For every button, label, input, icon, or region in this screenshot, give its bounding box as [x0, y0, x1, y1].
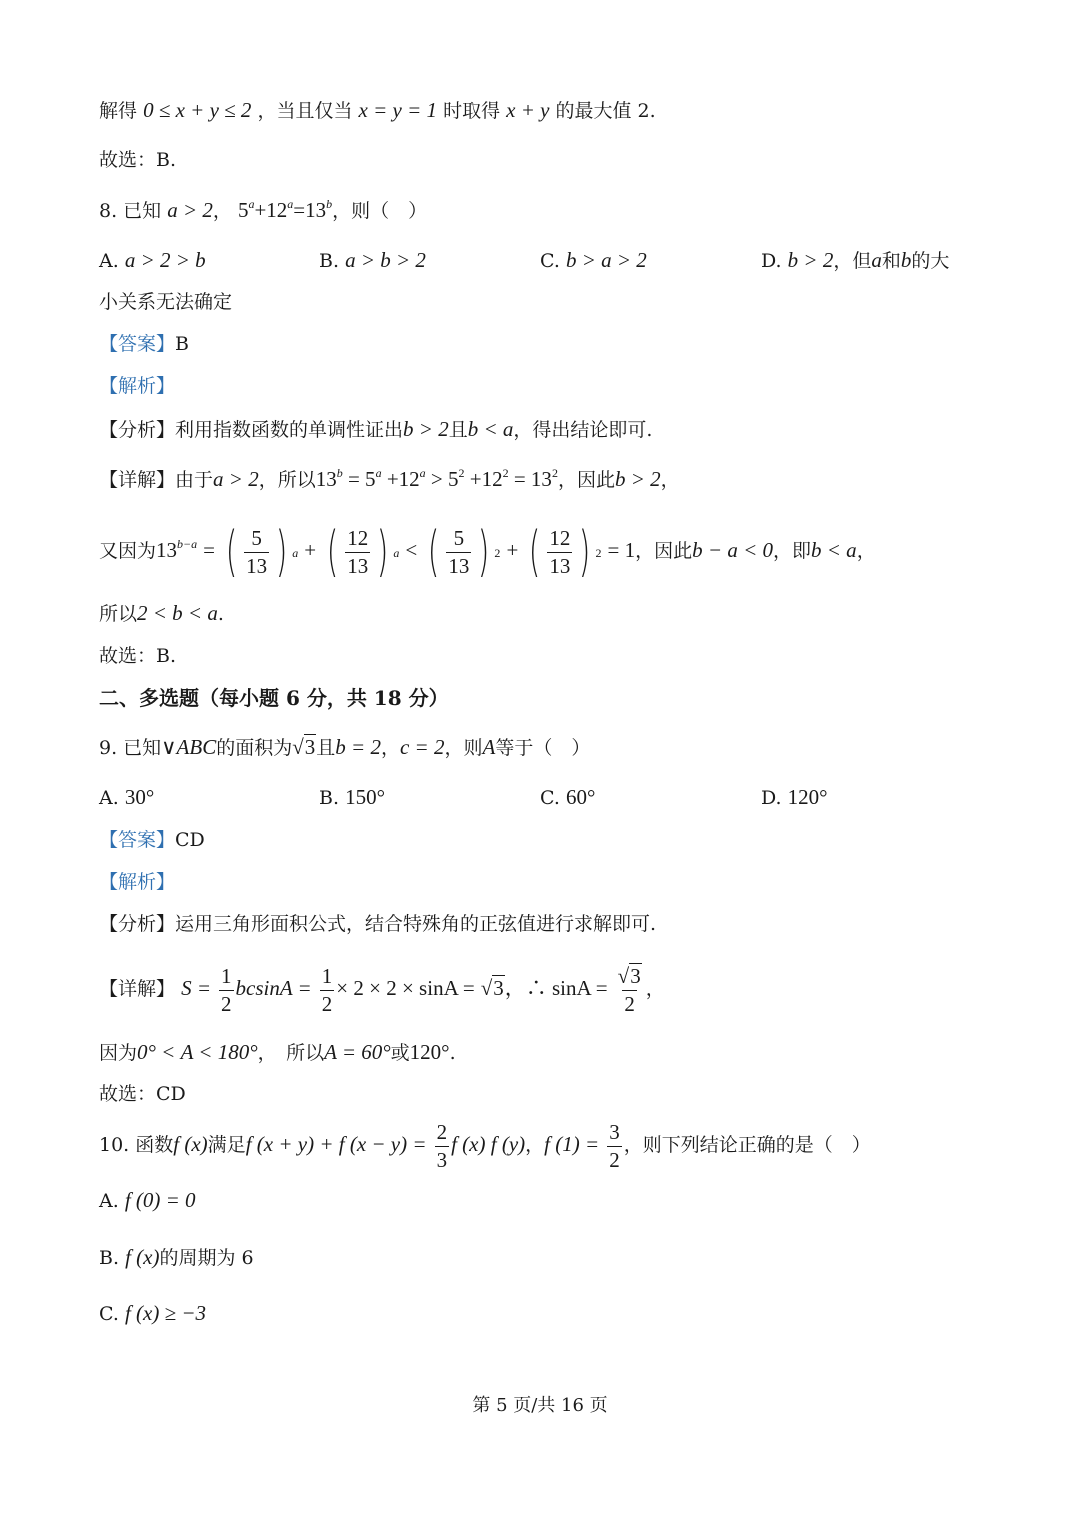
q9-option-b: B. 150°: [319, 785, 385, 809]
line-result: 解得 0 ≤ x + y ≤ 2 ，当且仅当 x = y = 1 时取得 x + y 的最大值 2.: [99, 98, 656, 122]
q9-jiexi-tag: 【解析】: [99, 871, 176, 893]
q10-option-b: B. f (x)的周期为 6: [99, 1245, 254, 1269]
page-footer: 第 5 页/共 16 页: [472, 1395, 608, 1416]
q8-answer: 【答案】B: [99, 333, 189, 355]
q8-detail-3: 所以2 < b < a.: [99, 601, 224, 625]
answer-choice-line: 故选：B.: [99, 645, 177, 667]
q9-option-d: D. 120°: [761, 785, 828, 809]
q8-option-a: A. a > 2 > b: [99, 248, 206, 272]
q8-option-d-continued: 小关系无法确定: [99, 291, 233, 313]
q9-analysis: 【分析】运用三角形面积公式，结合特殊角的正弦值进行求解即可.: [99, 913, 657, 935]
answer-choice-line: 故选：B.: [99, 149, 177, 171]
q8-option-d: D. b > 2，但a和b的大: [761, 248, 950, 272]
q9-option-a: A. 30°: [99, 785, 155, 809]
q10-option-c: C. f (x) ≥ −3: [99, 1301, 207, 1325]
question-10: 10. 函数f (x)满足f (x + y) + f (x − y) = $\frac{2}{3}$ f (x) f (y)，f (1) = $\frac{3}{2}$ ，则下列结论正确的是（ ）: [99, 1119, 871, 1172]
section-heading: 二、多选题（每小题 6 分，共 18 分）: [99, 686, 449, 710]
q8-option-c: C. b > a > 2: [540, 248, 647, 272]
q8-detail-1: 【详解】由于a > 2，所以$13^b = 5^a +12^a > 5^2 +12^2 = 13^2$，因此b > 2，: [99, 466, 680, 491]
q10-option-a: A. f (0) = 0: [99, 1188, 196, 1212]
q9-detail-2: 因为0° < A < 180°， 所以A = 60°或120°.: [99, 1040, 456, 1064]
question-8: 8. 已知 a > 2， $5^a+12^a=13^b$，则（ ）: [99, 197, 428, 222]
q8-analysis: 【分析】利用指数函数的单调性证出b > 2且b < a，得出结论即可.: [99, 417, 653, 441]
q9-detail-1: 【详解】 S = $\frac{1}{2}$ bcsinA = $\frac{1}{2}$ × 2 × 2 × sinA = √3，∴ sinA = $\frac{√3}{2}$ ，: [99, 963, 665, 1016]
q9-option-c: C. 60°: [540, 785, 596, 809]
q8-option-b: B. a > b > 2: [319, 248, 426, 272]
q9-answer: 【答案】CD: [99, 829, 205, 851]
q8-jiexi-tag: 【解析】: [99, 375, 176, 397]
question-9: 9. 已知∨ABC的面积为√3且b = 2，c = 2，则A等于（ ）: [99, 735, 591, 759]
q8-detail-2: 又因为$13^{b-a}$ = ( $\frac{5}{13}$ ) a + ( $\frac{12}{13}$ ) a < ( $\frac{5}{13}$ ) 2 + ( $\frac{12}{13}$ ) 2 = 1，因此b − a < 0，即b < a，: [99, 520, 876, 583]
answer-choice-line: 故选：CD: [99, 1083, 186, 1105]
